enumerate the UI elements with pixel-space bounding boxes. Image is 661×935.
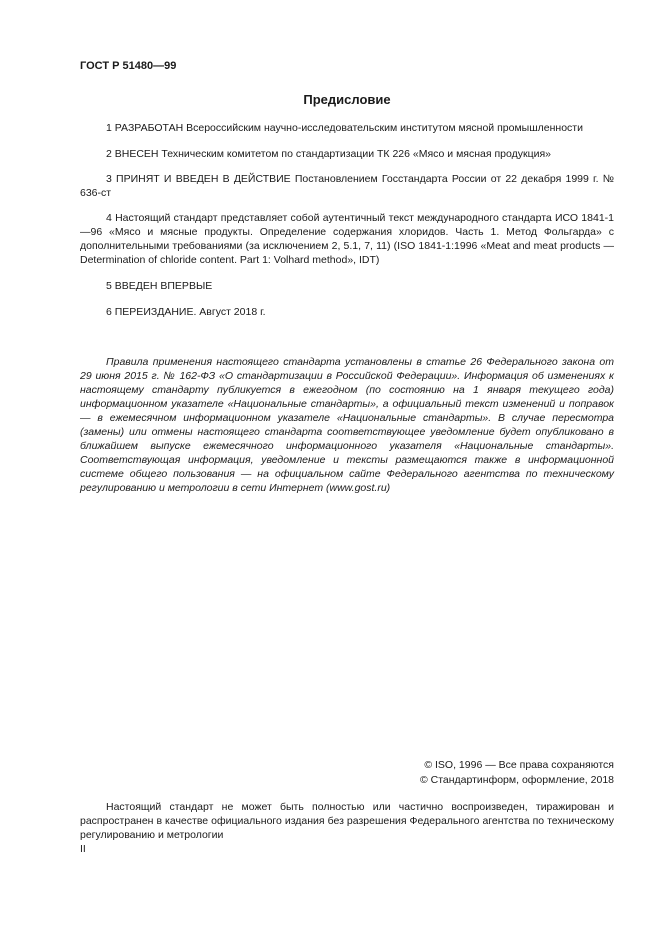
copyright-iso: © ISO, 1996 — Все права сохраняются [424, 759, 614, 771]
preface-item-3: 3 ПРИНЯТ И ВВЕДЕН В ДЕЙСТВИЕ Постановлением Госстандарта России от 22 декабря 1999 г. № 636-ст [80, 173, 614, 199]
rules-note: Правила применения настоящего стандарта установлены в статье 26 Федерального закона от 29 июня 2015 г. № 162-ФЗ «О стандартизации в Российской Федерации». Информация об изменениях к настоящему стандарту публикуется в ежегодном (по состоянию на 1 января текущего года) информационном указателе «Национальные стандарты», а официальный текст изменений и поправок — в ежемесячном информационном указателе «Национальные стандарты». В случае пересмотра (замены) или отмены настоящего стандарта соответствующее уведомление будет опубликовано в ближайшем выпуске ежемесячного информационного указателя «Национальные стандарты». Соответствующая информация, уведомление и тексты размещаются также в информационной системе общего пользования — на официальном сайте Федерального агентства по техническому регулированию и метрологии в сети Интернет (www.gost.ru) [80, 356, 614, 494]
preface-item-4: 4 Настоящий стандарт представляет собой аутентичный текст международного стандарта ИСО 1841-1—96 «Мясо и мясные продукты. Определение содержания хлоридов. Часть 1. Метод Фольгарда» с дополнительными требованиями (за исключением 2, 5.1, 7, 11) (ISO 1841-1:1996 «Meat and meat products — Determination of chloride content. Part 1: Volhard method», IDT) [80, 212, 614, 266]
reproduction-note: Настоящий стандарт не может быть полностью или частично воспроизведен, тиражирован и распространен в качестве официального издания без разрешения Федерального агентства по техническому регулированию и метрологии [80, 801, 614, 841]
page-title: Предисловие [303, 92, 391, 107]
preface-item-5: 5 ВВЕДЕН ВПЕРВЫЕ [106, 280, 213, 292]
copyright-standartinform: © Стандартинформ, оформление, 2018 [419, 774, 614, 786]
page-number: II [80, 843, 86, 855]
standard-designation: ГОСТ Р 51480—99 [80, 60, 177, 72]
preface-item-1: 1 РАЗРАБОТАН Всероссийским научно-исследовательским институтом мясной промышленности [106, 122, 583, 134]
preface-item-6: 6 ПЕРЕИЗДАНИЕ. Август 2018 г. [106, 306, 266, 318]
preface-item-2: 2 ВНЕСЕН Техническим комитетом по стандартизации ТК 226 «Мясо и мясная продукция» [106, 148, 551, 160]
